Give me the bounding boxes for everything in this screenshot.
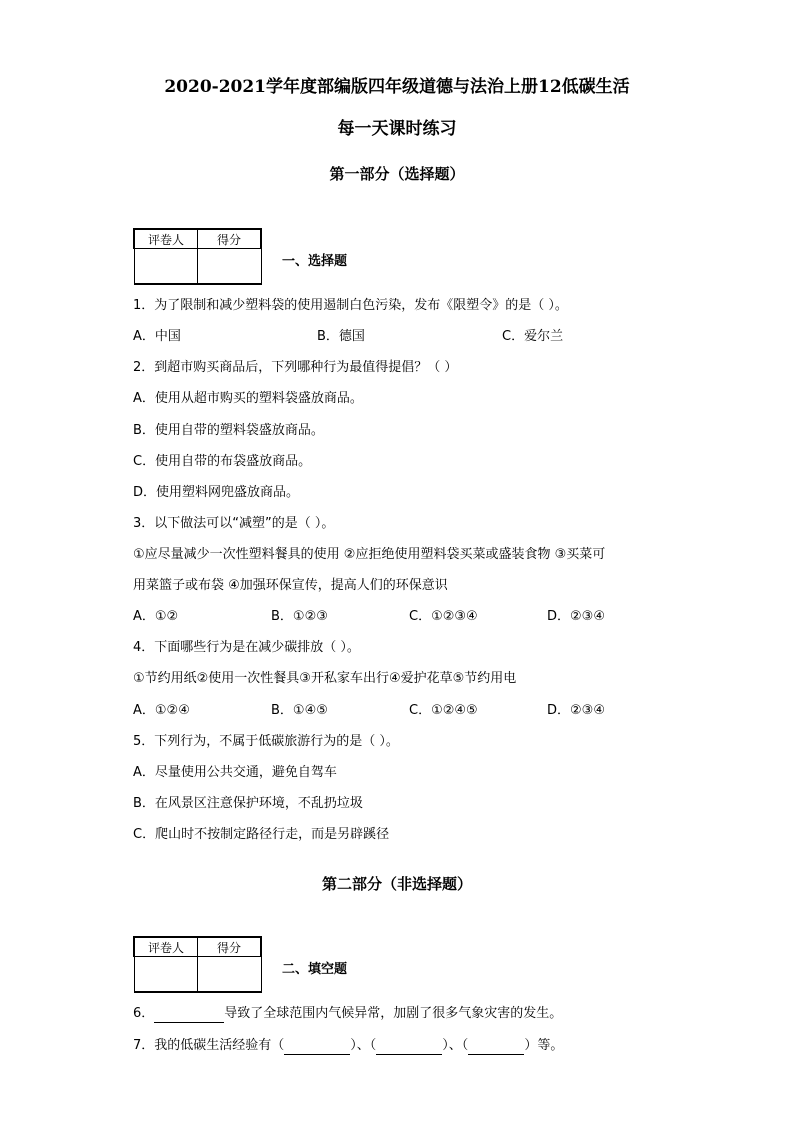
q2-option-a: A．使用从超市购买的塑料袋盛放商品。 [133,391,363,406]
q7-blank-3[interactable] [468,1040,524,1055]
q7-blank-1[interactable] [284,1040,350,1055]
q7-separator-1: ）、（ [350,1038,377,1053]
q1-option-b: B．德国 [317,329,365,344]
page-title-line1: 2020-2021学年度部编版四年级道德与法治上册12低碳生活 [164,77,630,97]
q4-option-a: A．①②④ [133,703,190,718]
q4-option-d: D．②③④ [547,703,605,718]
q4-option-b: B．①④⑤ [271,703,328,718]
reviewer-cell [134,957,198,993]
q2-stem: 2．到超市购买商品后，下列哪种行为最值得提倡？（ ） [133,360,458,375]
part2-heading: 第二部分（非选择题） [321,875,472,893]
q1-stem: 1．为了限制和减少塑料袋的使用遏制白色污染，发布《限塑令》的是（ ）。 [133,298,568,313]
q4-detail: ①节约用纸②使用一次性餐具③开私家车出行④爱护花草⑤节约用电 [133,671,517,686]
score-cell [198,957,262,993]
q6-text: 导致了全球范围内气候异常，加剧了很多气象灾害的发生。 [224,1006,563,1021]
q2-option-d: D．使用塑料网兜盛放商品。 [133,485,300,500]
q3-option-a: A．①② [133,609,179,624]
score-table-2 [133,936,262,993]
q7-suffix: ）等。 [524,1038,564,1053]
q3-detail-2: 用菜篮子或布袋 ④加强环保宣传，提高人们的环保意识 [133,578,448,593]
q2-option-c: C．使用自带的布袋盛放商品。 [133,454,312,469]
score-label: 得分 [198,229,262,249]
q7-prefix: 7．我的低碳生活经验有（ [133,1038,285,1053]
reviewer-cell [134,249,198,285]
q3-stem: 3．以下做法可以“减塑”的是（ ）。 [133,516,335,531]
q6-blank[interactable] [154,1008,224,1023]
score-cell [198,249,262,285]
q3-option-b: B．①②③ [271,609,328,624]
reviewer-label: 评卷人 [134,229,198,249]
q1-option-a: A．中国 [133,329,181,344]
q3-detail-1: ①应尽量减少一次性塑料餐具的使用 ②应拒绝使用塑料袋买菜或盛装食物 ③买菜可 [133,547,606,562]
q1-option-c: C．爱尔兰 [502,329,564,344]
q4-option-c: C．①②④⑤ [409,703,478,718]
score-label: 得分 [198,937,262,957]
score-table-1 [133,228,262,285]
section2-heading: 二、填空题 [282,962,348,977]
q6-number: 6． [133,1006,155,1021]
q4-stem: 4．下面哪些行为是在减少碳排放（ ）。 [133,640,360,655]
q7-line [133,1037,563,1055]
q5-option-b: B．在风景区注意保护环境，不乱扔垃圾 [133,796,363,811]
reviewer-label: 评卷人 [134,937,198,957]
q2-option-b: B．使用自带的塑料袋盛放商品。 [133,423,324,438]
q7-blank-2[interactable] [376,1040,442,1055]
q7-separator-2: ）、（ [442,1038,469,1053]
page-title-line2: 每一天课时练习 [337,119,457,139]
q5-stem: 5．下列行为，不属于低碳旅游行为的是（ ）。 [133,734,399,749]
q3-option-c: C．①②③④ [409,609,478,624]
q5-option-a: A．尽量使用公共交通，避免自驾车 [133,765,337,780]
q3-option-d: D．②③④ [547,609,605,624]
section1-heading: 一、选择题 [282,254,348,269]
part1-heading: 第一部分（选择题） [329,165,465,183]
q6-line [133,1005,562,1023]
q5-option-c: C．爬山时不按制定路径行走，而是另辟蹊径 [133,827,390,842]
